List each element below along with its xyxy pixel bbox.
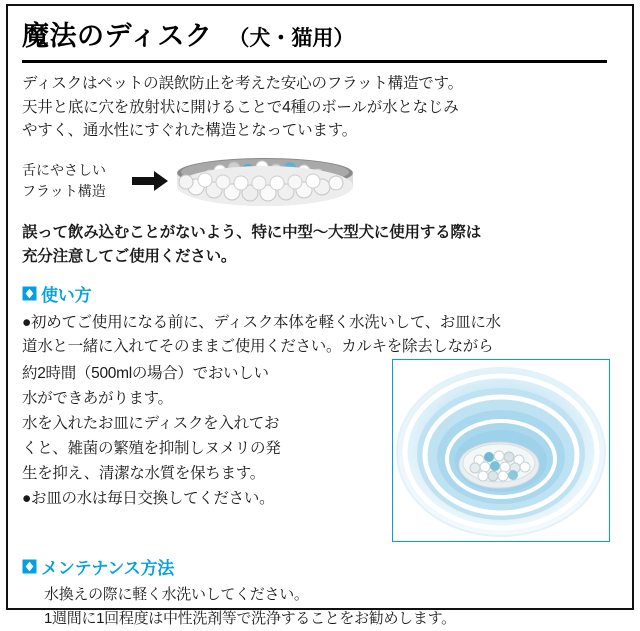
disk-in-bowl-photo [392, 359, 610, 542]
intro-line: ディスクはペットの誤飲防止を考えた安心のフラット構造です。 [22, 75, 463, 92]
section-title: 使い方 [41, 285, 92, 305]
warning-line: 充分注意してご使用ください。 [22, 247, 237, 265]
flat-disk-photo [170, 153, 360, 209]
usage-line: ●お皿の水は毎日交換してください。 [22, 490, 275, 508]
usage-line: 水を入れたお皿にディスクを入れてお [22, 414, 280, 432]
usage-line: 生を抑え、清潔な水質を保ちます。 [22, 465, 265, 483]
usage-line: 約2時間（500mlの場合）でおいしい [22, 364, 269, 382]
maintenance-text [44, 583, 622, 631]
title-underline [22, 60, 607, 63]
intro-paragraph [22, 72, 622, 143]
section-heading-maintenance [22, 554, 622, 579]
usage-intro [22, 311, 622, 359]
intro-line: 天井と底に穴を放射状に開けることで4種のボールが水となじみ [22, 98, 459, 116]
maintenance-line: 水換えの際に軽く水洗いしてください。 [44, 585, 309, 603]
maintenance-line: 1週間に1回程度は中性洗剤等で洗浄することをお勧めします。 [44, 610, 456, 627]
diamond-bullet-icon [22, 559, 36, 573]
section-heading-usage [22, 281, 622, 306]
title-main: 魔法のディスク [22, 21, 213, 51]
usage-text-column [22, 361, 382, 542]
usage-line: ●初めてご使用になる前に、ディスク本体を軽く水洗いして、お皿に水 [22, 313, 501, 331]
flat-label-line: フラット構造 [22, 182, 106, 199]
flat-structure-label [22, 160, 130, 201]
section-title: メンテナンス方法 [41, 558, 175, 578]
page-title [22, 14, 622, 53]
flat-label-line: 舌にやさしい [22, 162, 106, 179]
warning-line: 誤って飲み込むことがないよう、特に中型〜大型犬に使用する際は [22, 223, 482, 241]
intro-line: やすく、通水性にすぐれた構造となっています。 [22, 122, 358, 140]
title-subtitle: （犬・猫用） [228, 27, 355, 50]
usage-columns [22, 359, 622, 542]
right-arrow-icon [130, 171, 170, 191]
usage-line: 水ができあがります。 [22, 389, 173, 407]
usage-line: 道水と一緒に入れてそのままご使用ください。カルキを除去しながら [22, 337, 494, 355]
diamond-bullet-icon [22, 286, 36, 300]
usage-line: くと、雑菌の繁殖を抑制しヌメリの発 [22, 440, 281, 458]
content-area [22, 14, 622, 631]
flat-structure-callout [22, 153, 622, 209]
warning-text [22, 221, 622, 269]
